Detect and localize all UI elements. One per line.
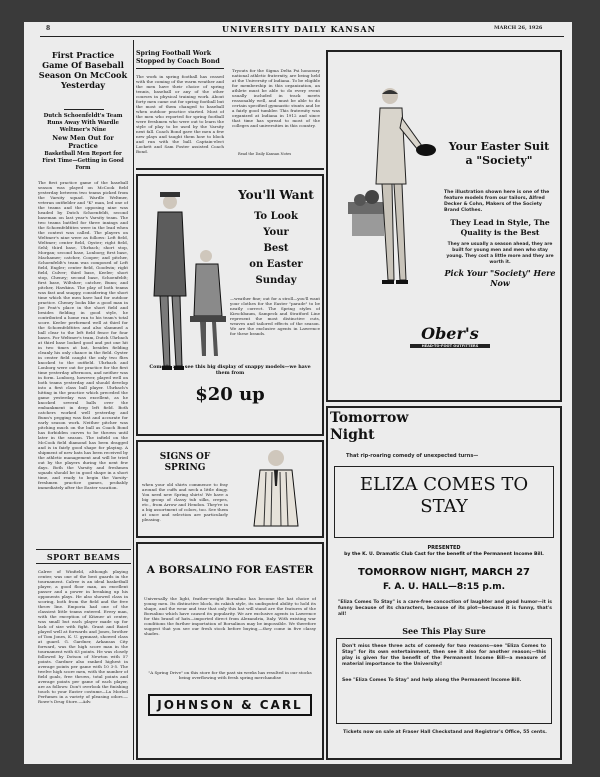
borsalino-body: Universally the light, feather-weight Borsalino has become the hat choice of young men. Its distinctive block, its rakish style, its undisputed ability to hold its shape, and the wear and tear that only this hat will stand are the features of the Borsalino which have caused its popularity. We are exclusive agents in Lawrence for this brand of hats—imported direct from Alexandria, Italy. With existing war conditions the further importation of Borsalinos may be impossible. We therefore suggest that you see our fresh stock before buying,—they come in five classy shades.	[144, 596, 316, 636]
easter-ad-headline-4: Best	[263, 243, 289, 254]
eliza-presented-by: by the K. U. Dramatic Club Cast for the benefit of the Permanent Income Bill.	[344, 552, 544, 557]
obers-headline-3: Pick Your "Society" Here Now	[444, 268, 556, 288]
eliza-body-1: "Eliza Comes To Stay" is a care-free concoction of laughter and good humor—it is funny because of its characters, because of its plot—because it is funny, that's all!	[338, 600, 552, 617]
baseball-headline: First Practice Game Of Baseball Season On McCook Yesterday	[38, 50, 128, 90]
easter-ad-cta: Come in and see this big display of snappy models—we have them from	[149, 364, 311, 376]
obers-logo: Ober's	[421, 324, 479, 343]
easter-ad-body: —weather fine; out for a stroll—you'll want your clothes for the Easter "parade" to be neatly correct. The Spring styles of Kirschbaum, Sampeck and Stratford Line represent the most distinctive cuts, weaves and tailored effects of the season. We are the exclusive agents in Lawrence for these brands.	[230, 296, 320, 336]
obers-body-1: The illustration shown here is one of the feature models from our tailors, Alfred Decker & Cohn, Makers of the Society Brand Clothes.	[444, 190, 550, 213]
obers-logo-sub: HEAD-TO-FOOT OUTFITTERS	[410, 344, 490, 348]
eliza-see-play: See This Play Sure	[402, 626, 486, 636]
easter-men-illustration	[140, 186, 230, 376]
kansan-notes-line: Read the Daily Kansan Notes	[238, 152, 292, 156]
basketball-subhead: Basketball Men Report for First Time—Getting in Good Form	[42, 151, 124, 171]
divider	[136, 68, 224, 69]
masthead-date: MARCH 26, 1926	[494, 25, 543, 31]
spring-ad-headline: SIGNS OF SPRING	[159, 452, 211, 473]
newspaper-page	[24, 22, 572, 764]
johnson-carl-logo: JOHNSON & CARL	[148, 694, 312, 716]
football-headline: Spring Football Work Stopped by Coach Bond	[136, 50, 220, 65]
easter-ad-headline-6: Sunday	[255, 275, 297, 286]
obers-headline-2: They Lead in Style, The Quality is the Best	[450, 218, 550, 237]
page-number: 8	[46, 25, 51, 32]
masthead-rule	[40, 36, 564, 37]
baseball-article: The first practice game of the baseball season was played on McCook field yesterday between two teams picked from the Varsity squad. Wardle Weltmer, veteran outfielder and "K" man, led one of the teams and the opposing nine was headed by Dutch Schoenfeldt, second baseman on last year's Varsity team. The two teams battled for three innings and the Schoenfeldtites were in the lead when the contest was called. The players on Weltmer's nine were as follows: Left field, Weltmer; center field, Oyster; right field, Sehl; third base, Uhrbach; short stop, Morgan; second base, Lonborg; first base, Machamer; catcher, Cooper; and pitcher, Schoenfeldt's team was composed of Left field, Engler; center field, Goodwin; right field, Culver; third base, Keeler; short stop, Cheney; second base, Schoenfeldt; first base, Wiltsher; catcher, Bunn; and pitcher, Hawkins. The play of both teams was fast and snappy, considering the short time which the men have had for outdoor practice. Cheney looks like a good man in Joe Peat's place in the short field and besides fielding in good style, he contributed a home run to his team's total score. Keeler performed well at third for the Schoenfeldtites and also slammed a ball clear to the left field fence for four bases. For Weltmer's team, Dutch Uhrbach at third base looked good and put one hit in two times at bat, besides fielding cleanly his only chance in the field. Oyster in center field caught the only two flies knocked to the outfield. Uhrbach and Lonborg were out for practice for the first time yesterday afternoon, and neither was in form. Lonborg, however, played well on both teams yesterday and should develop into a first class ball player. Uhrbach's hitting in the practice which preceded the game yesterday was excellent, as he knocked several balls over the embankment in deep left field. Both catchers worked well yesterday and Bunn's pegging was fast and accurate for early season work. Neither pitcher was pitching much on the ball as Coach Bond has forbidden curves to be thrown until later in the season. The infield on the McCook field diamond has been dragged and is in fairly good shape for playing. A shipment of new bats has been received by the athletic management and will be tried out by the players during the next few days. Both the Varsity and freshmen squads should be in good shape in a short time, and ready to begin the Varsity-freshmen practice games, probably immediately after the Easter vacation.	[38, 180, 128, 490]
eliza-date-line: TOMORROW NIGHT, MARCH 27	[357, 567, 531, 578]
sport-beams-article: Calree of Winfield, although playing center, was one of the best guards in the tournament. Calree is an ideal basketball player, a good floor man, an excellent passer and a power in breaking up his opponents plays. He also showed class in scoring, both from the field and the free throw line. Emporia had one of the classiest little teams entered. Every man, with the exception of Kitzner at center, was small but each player made up for lack of size with fight. Grant and Baird played well at forwards and Jones, brother of Tom Jones, K. U. gymnast, showed class at guard. G. Gardner, Arkansas City forward, was the high score man in the tournament with 63 points. He was closely followed by Dotson of Newton with 57 points. Gardner also ranked highest in average points per game with 10 3-5. The twelve high score men, with the number of field goals, free throws, total points and average points per game of each player, are as follows: Don't overlook the finishing touch to your Easter costume—La Morlod Perfumes in a variety of pleasing odors.—Rowe's Drug Store.—Adv.	[38, 569, 128, 704]
borsalino-headline: A BORSALINO FOR EASTER	[146, 564, 314, 576]
divider	[64, 109, 104, 110]
easter-ad-headline-1: You'll Want	[238, 188, 314, 202]
society-suit-illustration	[342, 84, 442, 294]
eliza-body-2: Don't miss these three acts of comedy for two reasons—see "Eliza Comes to Stay" for its own entertainment, then see it also for another reason;—this play is given for the benefit of the Permanent Income Bill—a measure of material importance to the University!	[342, 644, 546, 667]
column-rule	[133, 40, 134, 760]
sigma-delta-psi-article: Tryouts for the Sigma Delta Psi honorary national athletic fraternity, are being held at the University of Indiana. To be eligible for membership in this organization, an athlete must be able to do every event usually included in track meets reasonably well, and must be able to do certain specified gymnastic stunts and be a fairly good tumbler. This fraternity was organized at Indiana in 1912 and since that time has spread to most of the colleges and universities in this country.	[232, 68, 320, 128]
obers-headline-1: Your Easter Suit a "Society"	[448, 140, 550, 167]
eliza-intro: That rip-roaring comedy of unexpected turns—	[346, 453, 479, 459]
new-men-subhead: New Men Out for Practice	[52, 134, 114, 150]
spring-drive-text: "A Spring Drive" on this store for the past six weeks has resulted in our stocks being overflowing with fresh spring merchandise	[148, 670, 312, 680]
football-article: The work in spring football has ceased with the coming of the warm weather and the men have their choice of spring tennis, baseball or any of the other courses in physical training work. About forty men came out for spring football but the most of them changed to baseball when outdoor practice started. Most of the men who reported for spring football were freshmen who were out to learn the style of play to be used by the Varsity next fall. Coach Bond gave the men a few new plays and taught them how to block and run with the ball. Captain-elect Lockett and Sam Foster assisted Coach Bond.	[136, 74, 224, 154]
easter-ad-headline-5: on Easter	[249, 259, 303, 270]
easter-ad-price: $20 up	[195, 384, 265, 405]
eliza-body-3: See "Eliza Comes To Stay" and help along the Permanent Income Bill.	[342, 678, 522, 683]
eliza-venue: F. A. U. HALL—8:15 p.m.	[382, 582, 506, 592]
spring-ad-body: when your old shirts commence to fray around the cuffs and neck a little dingy. You need new Spring shirts! We have a big group of classy tub silks, crepes, etc., from Arrow and Hendon. They're in a big assortment of colors, too. See them at once and selection are particularly pleasing.	[142, 482, 228, 522]
obers-body-2: They are usually a season ahead, they are built for young men and men who stay young. They cost a little more and they are worth it.	[446, 242, 554, 265]
easter-ad-headline-2: To Look	[254, 211, 298, 222]
eliza-headline-2: Night	[330, 427, 375, 443]
eliza-headline-1: Tomorrow	[330, 410, 409, 426]
shirt-man-illustration	[232, 446, 320, 534]
eliza-tickets: Tickets now on sale at Fraser Hall Checkstand and Registrar's Office, 55 cents.	[343, 730, 547, 735]
easter-ad-headline-3: Your	[263, 227, 289, 238]
baseball-subhead: Dutch Schoenfeldt's Team Runs Away With Wardle Weltmer's Nine	[43, 113, 123, 133]
section-rule	[136, 168, 324, 170]
eliza-title: ELIZA COMES TO STAY	[359, 474, 529, 517]
masthead-title: UNIVERSITY DAILY KANSAN	[222, 24, 376, 34]
sport-beams-heading: SPORT BEAMS	[46, 552, 121, 562]
eliza-presented: PRESENTED	[427, 545, 461, 551]
